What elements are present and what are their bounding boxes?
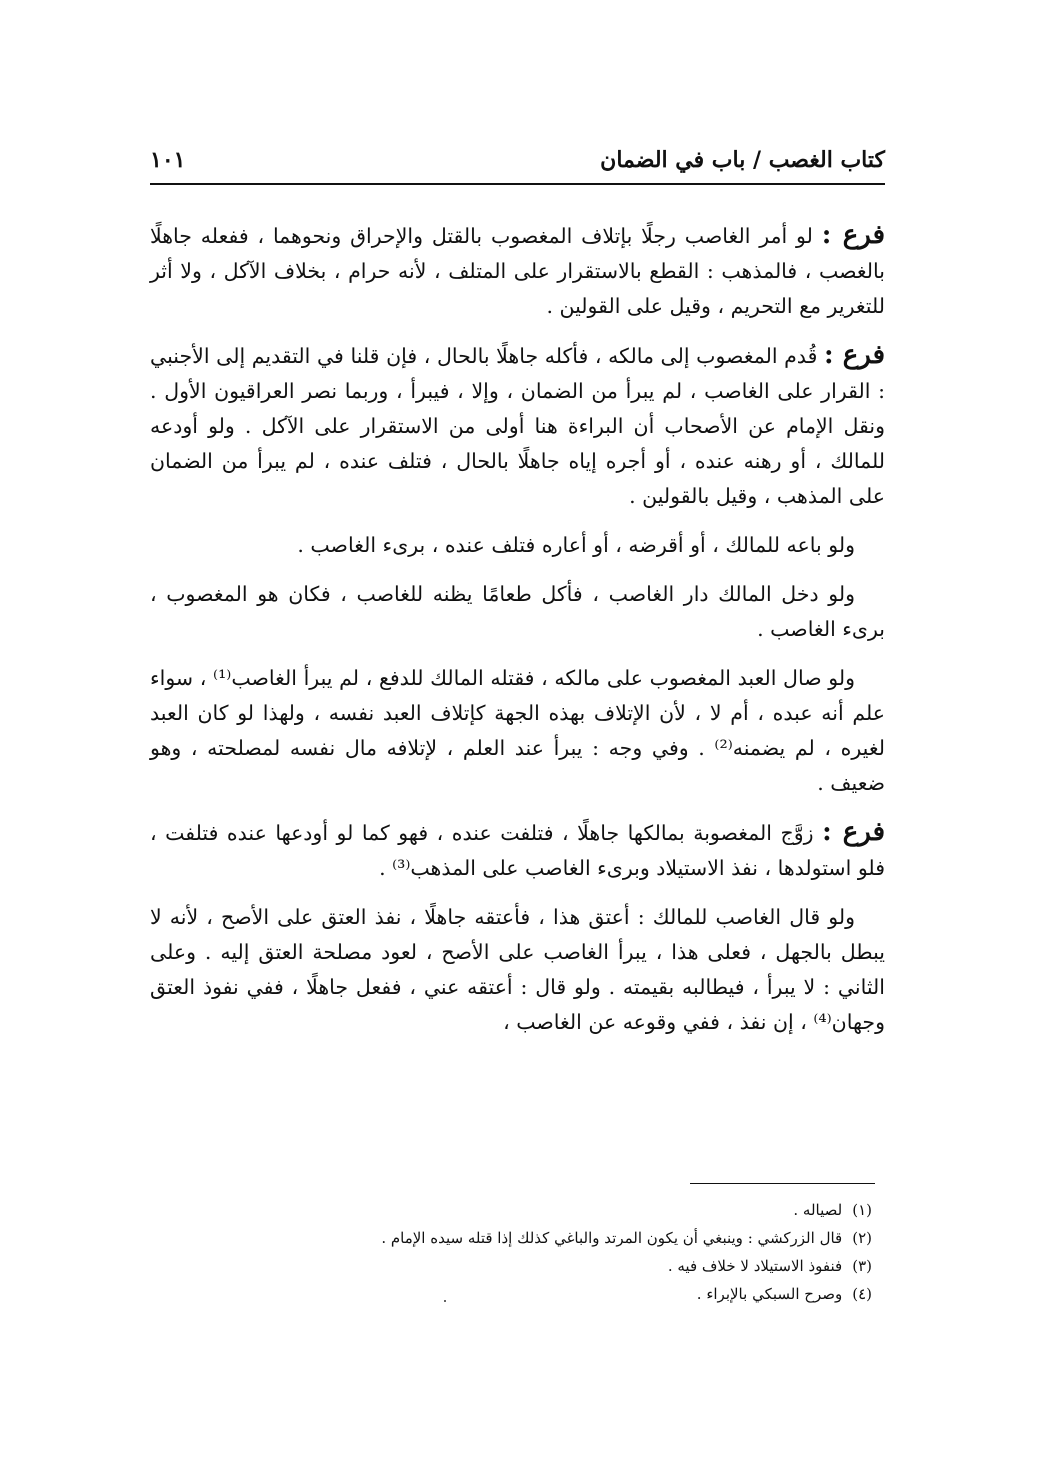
footnotes [150, 1196, 872, 1308]
footnote-3 [150, 1252, 872, 1280]
paragraph-7 [150, 900, 885, 1040]
paragraph-text: ولو دخل المالك دار الغاصب ، فأكل طعامًا يظنه للغاصب ، فكان هو المغصوب ، برىء الغاصب . [150, 582, 885, 641]
paragraph-text: لو أمر الغاصب رجلًا بإتلاف المغصوب بالقتل والإحراق ونحوهما ، ففعله جاهلًا بالغصب ، فالمذهب : القطع بالاستقرار على المتلف ، لأنه حرام ، بخلاف الآكل ، ولا أثر للتغرير مع التحريم ، وقيل على القولين . [150, 224, 885, 318]
paragraph-6 [150, 815, 885, 886]
footnote-4 [150, 1280, 872, 1308]
paragraph-text: زوَّج المغصوبة بمالكها جاهلًا ، فتلفت عنده ، فهو كما لو أودعها عنده فتلفت ، فلو استولدها ، نفذ الاستيلاد وبرىء الغاصب على المذهب⁽³⁾ . [150, 821, 885, 880]
running-header [150, 140, 885, 180]
paragraph-1 [150, 218, 885, 324]
paragraph-5 [150, 661, 885, 801]
paragraph-text: ولو صال العبد المغصوب على مالكه ، فقتله المالك للدفع ، لم يبرأ الغاصب⁽¹⁾ ، سواء علم أنه عبده ، أم لا ، لأن الإتلاف بهذه الجهة كإتلاف العبد نفسه ، ولهذا لو كان العبد لغيره ، لم يضمنه⁽²⁾ . وفي وجه : يبرأ عند العلم ، لإتلافه مال نفسه لمصلحته ، وهو ضعيف . [150, 666, 886, 795]
footnote-2 [150, 1224, 872, 1252]
paragraph-4 [150, 577, 885, 647]
section-marker: فرع : [822, 817, 886, 847]
footnote-number: (٢) [852, 1229, 872, 1247]
section-marker: فرع : [821, 220, 886, 250]
header-rule [150, 183, 885, 185]
paragraph-3 [150, 528, 885, 563]
footnote-text: لصياله . [793, 1201, 843, 1219]
paragraph-text: ولو باعه للمالك ، أو أقرضه ، أو أعاره فتلف عنده ، برىء الغاصب . [297, 533, 855, 557]
main-text [150, 218, 885, 1054]
footnote-number: (٤) [852, 1285, 872, 1303]
section-marker: فرع : [823, 340, 886, 370]
page-number: ١٠١ [150, 147, 186, 173]
footnote-number: (١) [852, 1201, 872, 1219]
footnote-separator [690, 1183, 875, 1184]
footnote-1 [150, 1196, 872, 1224]
chapter-title: كتاب الغصب / باب في الضمان [600, 147, 885, 173]
footnote-number: (٣) [852, 1257, 872, 1275]
paragraph-text: ولو قال الغاصب للمالك : أعتق هذا ، فأعتقه جاهلًا ، نفذ العتق على الأصح ، لأنه لا يبطل بالجهل ، فعلى هذا ، يبرأ الغاصب على الأصح ، لعود مصلحة العتق إليه . وعلى الثاني : لا يبرأ ، فيطالبه بقيمته . ولو قال : أعتقه عني ، ففعل جاهلًا ، ففي نفوذ العتق وجهان⁽⁴⁾ ، إن نفذ ، ففي وقوعه عن الغاصب ، [150, 905, 885, 1034]
footnote-text: وصرح السبكي بالإبراء . [696, 1285, 843, 1303]
footnote-text: فنفوذ الاستيلاد لا خلاف فيه . [667, 1257, 843, 1275]
paragraph-2 [150, 338, 885, 514]
footnote-text: قال الزركشي : وينبغي أن يكون المرتد والباغي كذلك إذا قتله سيده الإمام . [381, 1229, 843, 1247]
scan-speck [444, 1300, 446, 1302]
paragraph-text: قُدم المغصوب إلى مالكه ، فأكله جاهلًا بالحال ، فإن قلنا في التقديم إلى الأجنبي : القرار على الغاصب ، لم يبرأ من الضمان ، وإلا ، فيبرأ ، وربما نصر العراقيون الأول . ونقل الإمام عن الأصحاب أن البراءة هنا أولى من الاستقرار على الآكل . ولو أودعه للمالك ، أو رهنه عنده ، أو أجره إياه جاهلًا بالحال ، فتلف عنده ، لم يبرأ من الضمان على المذهب ، وقيل بالقولين . [150, 344, 885, 508]
